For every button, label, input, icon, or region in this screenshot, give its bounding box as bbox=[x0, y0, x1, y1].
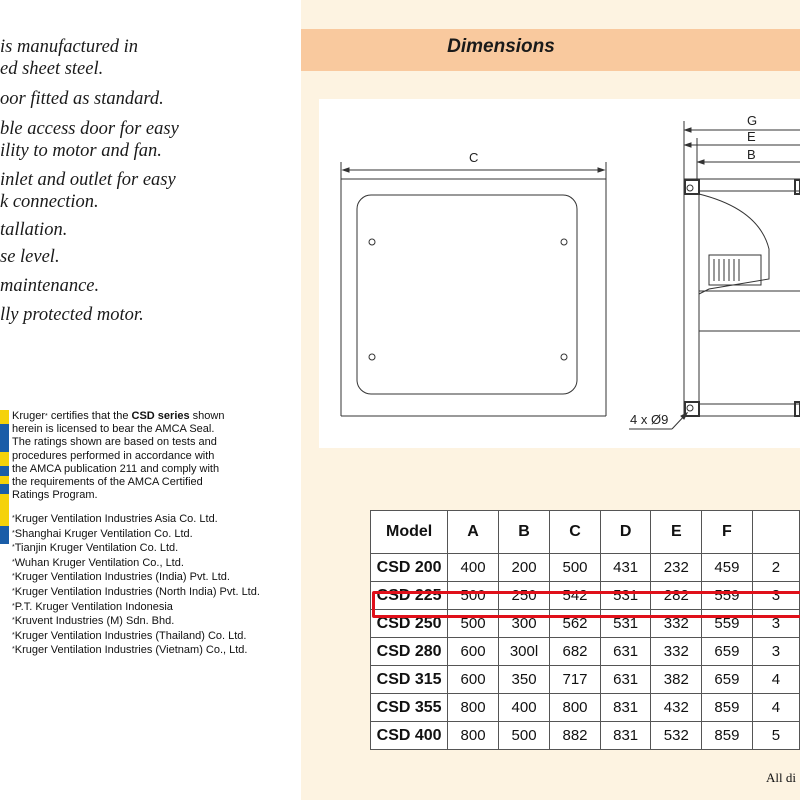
table-cell: 659 bbox=[702, 666, 753, 694]
footnote-mark: * bbox=[12, 646, 15, 654]
company-name: Kruger Ventilation Industries (Vietnam) Co., Ltd. bbox=[14, 644, 248, 657]
brand-name: Kruger bbox=[12, 410, 46, 422]
table-cell: 5 bbox=[752, 722, 799, 750]
company-item bbox=[12, 556, 260, 571]
footnote-mark: * bbox=[12, 587, 15, 595]
feature-item bbox=[0, 304, 144, 326]
table-cell: 400 bbox=[448, 554, 499, 582]
feature-line: oor fitted as standard. bbox=[0, 89, 164, 109]
table-cell: 300 bbox=[498, 610, 549, 638]
table-cell: 682 bbox=[550, 638, 601, 666]
series-name: CSD series bbox=[131, 410, 190, 422]
company-item bbox=[12, 512, 260, 527]
feature-item bbox=[0, 219, 67, 241]
table-cell: 400 bbox=[498, 694, 549, 722]
table-cell: 350 bbox=[498, 666, 549, 694]
company-name: Kruger Ventilation Industries (Thailand) Co. Ltd. bbox=[14, 629, 247, 642]
table-cell: 859 bbox=[702, 722, 753, 750]
table-cell: 282 bbox=[651, 582, 702, 610]
table-cell: 500 bbox=[498, 722, 549, 750]
cell-model: CSD 280 bbox=[371, 638, 448, 666]
table-cell: 531 bbox=[600, 610, 651, 638]
table-cell: 500 bbox=[550, 554, 601, 582]
table-row bbox=[371, 554, 800, 582]
cert-text: certifies that the bbox=[47, 410, 132, 422]
dim-label-holes: 4 x Ø9 bbox=[630, 412, 669, 427]
company-name: Kruger Ventilation Industries Asia Co. Ltd. bbox=[14, 513, 218, 525]
feature-item bbox=[0, 275, 99, 297]
table-cell: 232 bbox=[651, 554, 702, 582]
table-cell: 3 bbox=[752, 638, 799, 666]
feature-line: ble access door for easy bbox=[0, 119, 179, 139]
header-g bbox=[752, 511, 799, 554]
table-cell: 559 bbox=[702, 582, 753, 610]
footnote-mark: * bbox=[12, 529, 15, 537]
table-cell: 4 bbox=[752, 694, 799, 722]
footnote-mark: * bbox=[12, 558, 15, 566]
company-name: Tianjin Kruger Ventilation Co. Ltd. bbox=[14, 542, 179, 555]
header-c: C bbox=[550, 511, 601, 554]
dim-label-b: B bbox=[747, 147, 756, 162]
dim-label-g: G bbox=[747, 113, 758, 128]
footnote-mark: * bbox=[45, 413, 48, 420]
amca-seal-logo bbox=[0, 410, 9, 544]
header-a: A bbox=[448, 511, 499, 554]
table-cell: 3 bbox=[752, 582, 799, 610]
table-cell: 859 bbox=[702, 694, 753, 722]
header-model: Model bbox=[371, 511, 448, 554]
table-row bbox=[371, 638, 800, 666]
table-cell: 500 bbox=[448, 582, 499, 610]
dimensions-table bbox=[370, 510, 800, 750]
feature-line: is manufactured in bbox=[0, 37, 139, 57]
header-e: E bbox=[651, 511, 702, 554]
table-cell: 531 bbox=[600, 582, 651, 610]
table-row bbox=[371, 666, 800, 694]
table-cell: 4 bbox=[752, 666, 799, 694]
company-name: Wuhan Kruger Ventilation Co., Ltd. bbox=[14, 556, 184, 569]
table-cell: 800 bbox=[448, 694, 499, 722]
table-cell: 250 bbox=[498, 582, 549, 610]
company-name: P.T. Kruger Ventilation Indonesia bbox=[14, 600, 173, 613]
feature-line: ility to motor and fan. bbox=[0, 141, 162, 161]
cert-line: procedures performed in accordance with bbox=[12, 449, 215, 462]
feature-item bbox=[0, 246, 60, 268]
feature-line: ed sheet steel. bbox=[0, 59, 104, 79]
table-cell: 659 bbox=[702, 638, 753, 666]
amca-certification-text bbox=[12, 410, 302, 502]
table-cell: 3 bbox=[752, 610, 799, 638]
feature-line: lly protected motor. bbox=[0, 305, 144, 325]
company-item bbox=[12, 629, 260, 644]
table-cell: 542 bbox=[550, 582, 601, 610]
company-item bbox=[12, 643, 260, 658]
table-cell: 631 bbox=[600, 666, 651, 694]
table-cell: 831 bbox=[600, 722, 651, 750]
footnote-mark: * bbox=[12, 617, 15, 625]
feature-item bbox=[0, 118, 179, 162]
footnote-mark: * bbox=[12, 515, 15, 522]
table-cell: 200 bbox=[498, 554, 549, 582]
cert-line: the AMCA publication 211 and comply with bbox=[12, 462, 220, 475]
cert-line: The ratings shown are based on tests and bbox=[12, 436, 217, 449]
table-cell: 562 bbox=[550, 610, 601, 638]
company-name: Kruger Ventilation Industries (North India) Pvt. Ltd. bbox=[14, 585, 260, 598]
company-name: Kruger Ventilation Industries (India) Pvt. Ltd. bbox=[14, 571, 230, 584]
cell-model: CSD 315 bbox=[371, 666, 448, 694]
company-item bbox=[12, 614, 260, 629]
table-cell: 717 bbox=[550, 666, 601, 694]
table-cell: 600 bbox=[448, 638, 499, 666]
table-cell: 500 bbox=[448, 610, 499, 638]
feature-line: k connection. bbox=[0, 192, 99, 212]
company-name: Shanghai Kruger Ventilation Co. Ltd. bbox=[14, 527, 193, 540]
header-f: F bbox=[702, 511, 753, 554]
feature-line: se level. bbox=[0, 247, 60, 267]
footnote-mark: * bbox=[12, 544, 15, 552]
feature-line: maintenance. bbox=[0, 276, 100, 296]
table-cell: 800 bbox=[448, 722, 499, 750]
feature-line: inlet and outlet for easy bbox=[0, 170, 176, 190]
company-item bbox=[12, 585, 260, 600]
table-header-row bbox=[371, 511, 800, 554]
company-item bbox=[12, 541, 260, 556]
footnote-mark: * bbox=[12, 573, 15, 581]
drawing-svg bbox=[319, 99, 800, 448]
cert-line: the requirements of the AMCA Certified bbox=[12, 476, 203, 489]
dimensions-title: Dimensions bbox=[447, 36, 555, 57]
table-cell: 882 bbox=[550, 722, 601, 750]
cert-line: herein is licensed to bear the AMCA Seal. bbox=[12, 423, 215, 436]
cell-model: CSD 400 bbox=[371, 722, 448, 750]
table-cell: 600 bbox=[448, 666, 499, 694]
table-cell: 631 bbox=[600, 638, 651, 666]
table-cell: 800 bbox=[550, 694, 601, 722]
table-footnote: All di bbox=[766, 770, 796, 785]
table-row bbox=[371, 694, 800, 722]
dim-label-e: E bbox=[747, 129, 756, 144]
table-cell: 382 bbox=[651, 666, 702, 694]
table-cell: 2 bbox=[752, 554, 799, 582]
header-d: D bbox=[600, 511, 651, 554]
table-cell: 459 bbox=[702, 554, 753, 582]
company-item bbox=[12, 570, 260, 585]
company-list bbox=[12, 512, 260, 658]
company-item bbox=[12, 527, 260, 542]
table-cell: 332 bbox=[651, 610, 702, 638]
cert-line: Ratings Program. bbox=[12, 489, 98, 502]
feature-item bbox=[0, 169, 176, 213]
technical-drawing bbox=[319, 99, 800, 448]
highlight-box bbox=[372, 591, 800, 618]
table-cell: 559 bbox=[702, 610, 753, 638]
cert-text: shown bbox=[189, 410, 225, 422]
table-cell: 300l bbox=[498, 638, 549, 666]
company-name: Kruvent Industries (M) Sdn. Bhd. bbox=[14, 615, 175, 628]
cell-model: CSD 250 bbox=[371, 610, 448, 638]
header-b: B bbox=[498, 511, 549, 554]
footnote-mark: * bbox=[12, 602, 15, 610]
table-cell: 532 bbox=[651, 722, 702, 750]
cell-model: CSD 200 bbox=[371, 554, 448, 582]
table-cell: 432 bbox=[651, 694, 702, 722]
feature-line: tallation. bbox=[0, 220, 68, 240]
table-cell: 831 bbox=[600, 694, 651, 722]
table-row bbox=[371, 722, 800, 750]
dim-label-c: C bbox=[469, 150, 479, 165]
feature-item bbox=[0, 88, 164, 110]
feature-item bbox=[0, 36, 138, 80]
cell-model: CSD 225 bbox=[371, 582, 448, 610]
cell-model: CSD 355 bbox=[371, 694, 448, 722]
footnote-mark: * bbox=[12, 631, 15, 639]
table-cell: 431 bbox=[600, 554, 651, 582]
table-cell: 332 bbox=[651, 638, 702, 666]
company-item bbox=[12, 600, 260, 615]
